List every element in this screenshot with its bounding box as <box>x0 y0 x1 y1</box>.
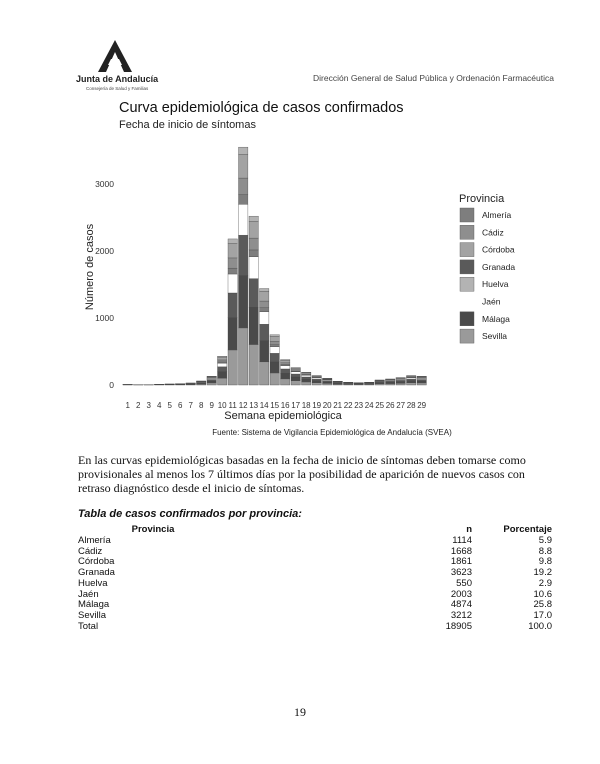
page-number: 19 <box>294 705 306 719</box>
bar-segment <box>417 383 426 385</box>
bar-segment <box>291 368 300 369</box>
header-n: n <box>466 524 472 535</box>
table-row <box>78 600 552 611</box>
x-axis-label: Semana epidemiológica <box>224 410 342 422</box>
bar-segment <box>281 360 290 363</box>
legend-swatch <box>460 208 474 222</box>
bar-segment <box>260 291 269 301</box>
table-row <box>78 611 552 622</box>
cell-n: 1114 <box>452 535 472 546</box>
chart-title: Curva epidemiológica de casos confirmados <box>119 100 404 116</box>
x-tick-label: 18 <box>301 401 311 410</box>
legend-label: Granada <box>482 261 516 272</box>
cell-pct: 10.6 <box>533 588 552 600</box>
cell-provincia: Sevilla <box>78 609 106 621</box>
epidemic-curve-chart <box>0 92 600 442</box>
cell-n: 18905 <box>445 620 472 632</box>
bar-segment <box>228 243 237 258</box>
cell-provincia: Málaga <box>78 599 110 611</box>
x-tick-label: 26 <box>385 401 395 410</box>
bars <box>123 147 426 385</box>
legend-label: Córdoba <box>482 244 515 255</box>
bar-segment <box>249 257 258 279</box>
x-tick-label: 4 <box>156 401 162 410</box>
legend-swatch <box>460 295 474 309</box>
chart-subtitle: Fecha de inicio de síntomas <box>119 119 256 131</box>
bar-segment <box>207 381 216 383</box>
bar-segment <box>396 383 405 385</box>
cell-n: 1861 <box>450 556 472 568</box>
bar-segment <box>249 221 258 238</box>
y-tick-label: 3000 <box>95 179 114 189</box>
bar-segment <box>312 379 321 381</box>
y-axis <box>95 179 114 390</box>
notes-paragraph: En las curvas epidemiológicas basadas en la fecha de inicio de síntomas deben tomarse como provisionales al menos los 7 últimos días por la posibilidad de aparición de nuevos casos con retraso diagnóstico desde el inicio de síntomas. <box>78 453 526 495</box>
bar-segment <box>249 238 258 250</box>
table-row <box>78 568 552 579</box>
bar-segment <box>249 250 258 257</box>
table-row <box>78 547 552 558</box>
bar-segment <box>218 363 227 367</box>
bar-segment <box>218 378 227 385</box>
legend-label: Jaén <box>482 296 501 307</box>
junta-logo-icon <box>98 40 132 72</box>
bar-segment <box>312 383 321 385</box>
legend-label: Almería <box>482 210 512 220</box>
x-tick-label: 17 <box>291 401 301 410</box>
bar-segment <box>239 195 248 205</box>
org-subtitle: Consejería de Salud y Familias <box>86 86 149 91</box>
x-tick-label: 2 <box>135 401 141 410</box>
bar-segment <box>228 350 237 385</box>
bar-segment <box>302 375 311 377</box>
bar-segment <box>249 279 258 308</box>
bar-segment <box>239 328 248 385</box>
bar-segment <box>396 382 405 384</box>
y-tick-label: 2000 <box>95 246 114 256</box>
bar-segment <box>249 307 258 344</box>
bar-segment <box>291 377 300 381</box>
bar-segment <box>218 367 227 372</box>
bar-segment <box>239 204 248 235</box>
province-table <box>78 524 552 632</box>
org-name: Junta de Andalucía <box>76 74 159 84</box>
x-tick-label: 23 <box>354 401 364 410</box>
bar-segment <box>270 341 279 345</box>
cell-provincia: Cádiz <box>78 545 103 557</box>
cell-pct: 100.0 <box>528 620 552 632</box>
x-tick-label: 8 <box>198 401 204 410</box>
bar-segment <box>312 378 321 379</box>
bar-segment <box>281 363 290 365</box>
cell-provincia: Almería <box>78 535 111 546</box>
bar-segment <box>407 383 416 385</box>
cell-provincia: Huelva <box>78 577 108 589</box>
bar-segment <box>249 344 258 385</box>
bar-segment <box>260 324 269 340</box>
bar-segment <box>239 235 248 275</box>
x-tick-label: 10 <box>217 401 227 410</box>
x-tick-label: 28 <box>406 401 416 410</box>
y-tick-label: 0 <box>109 380 114 390</box>
bar-segment <box>291 374 300 377</box>
bar-segment <box>281 366 290 369</box>
bar-segment <box>417 380 426 381</box>
bar-segment <box>281 379 290 385</box>
cell-pct: 5.9 <box>538 535 552 546</box>
cell-pct: 17.0 <box>533 609 552 621</box>
cell-n: 1668 <box>450 545 472 557</box>
x-tick-label: 22 <box>343 401 353 410</box>
bar-segment <box>270 347 279 354</box>
y-axis-label: Número de casos <box>84 223 96 311</box>
bar-segment <box>228 258 237 268</box>
x-tick-label: 7 <box>188 401 193 410</box>
bar-segment <box>207 383 216 385</box>
x-tick-label: 29 <box>417 401 427 410</box>
cell-provincia: Granada <box>78 567 115 579</box>
table-row <box>78 579 552 590</box>
cell-pct: 8.8 <box>538 545 552 557</box>
bar-segment <box>218 372 227 378</box>
x-tick-label: 11 <box>228 401 237 410</box>
legend-swatch <box>460 243 474 257</box>
bar-segment <box>375 384 384 385</box>
legend-swatch <box>460 329 474 343</box>
table-row <box>78 536 552 547</box>
legend-label: Huelva <box>482 279 509 290</box>
x-tick-label: 20 <box>322 401 332 410</box>
bar-segment <box>291 370 300 371</box>
bar-segment <box>228 318 237 350</box>
bar-segment <box>249 216 258 221</box>
legend-swatch <box>460 277 474 291</box>
bar-segment <box>281 360 290 361</box>
bar-segment <box>270 345 279 347</box>
bar-segment <box>281 369 290 373</box>
bar-segment <box>291 372 300 374</box>
x-tick-label: 24 <box>364 401 374 410</box>
header <box>0 0 600 100</box>
x-tick-label: 27 <box>396 401 406 410</box>
x-tick-label: 16 <box>280 401 290 410</box>
bar-segment <box>302 373 311 374</box>
legend <box>460 208 515 343</box>
x-tick-label: 14 <box>259 401 269 410</box>
legend-title: Provincia <box>459 193 505 205</box>
x-tick-label: 5 <box>167 401 172 410</box>
bar-segment <box>260 362 269 385</box>
bar-segment <box>291 381 300 385</box>
cell-pct: 2.9 <box>538 577 552 589</box>
bar-segment <box>218 357 227 360</box>
bar-segment <box>386 382 395 383</box>
direccion-general: Dirección General de Salud Pública y Ordenación Farmacéutica <box>313 73 554 83</box>
bar-segment <box>239 178 248 195</box>
bar-segment <box>239 154 248 178</box>
bar-segment <box>207 380 216 381</box>
bar-segment <box>260 312 269 325</box>
bar-segment <box>239 276 248 328</box>
bar-segment <box>281 373 290 379</box>
bar-segment <box>291 368 300 370</box>
bar-segment <box>270 336 279 341</box>
bar-segment <box>407 378 416 379</box>
chart-source: Fuente: Sistema de Vigilancia Epidemiológica de Andalucía (SVEA) <box>212 428 452 437</box>
bar-segment <box>260 308 269 312</box>
bar-segment <box>323 383 332 385</box>
bar-segment <box>396 380 405 381</box>
bar-segment <box>260 301 269 308</box>
legend-swatch <box>460 225 474 239</box>
x-tick-label: 12 <box>238 401 248 410</box>
cell-n: 3623 <box>450 567 472 579</box>
x-axis <box>125 401 426 410</box>
bar-segment <box>302 379 311 382</box>
bar-segment <box>270 335 279 337</box>
x-tick-label: 25 <box>375 401 385 410</box>
bar-segment <box>228 239 237 243</box>
legend-label: Cádiz <box>482 227 504 238</box>
legend-label: Sevilla <box>482 331 508 342</box>
cell-pct: 9.8 <box>538 556 552 568</box>
cell-n: 2003 <box>450 588 472 600</box>
cell-n: 550 <box>456 577 472 589</box>
x-tick-label: 1 <box>125 401 130 410</box>
y-tick-label: 1000 <box>95 313 114 323</box>
legend-swatch <box>460 312 474 326</box>
cell-n: 4874 <box>450 599 472 611</box>
bar-segment <box>228 293 237 318</box>
bar-segment <box>218 360 227 362</box>
x-tick-label: 21 <box>333 401 343 410</box>
cell-provincia: Total <box>78 620 99 632</box>
bar-segment <box>260 341 269 362</box>
table-header-row <box>78 524 552 536</box>
cell-provincia: Córdoba <box>78 556 115 568</box>
cell-n: 3212 <box>450 609 472 621</box>
bar-segment <box>312 381 321 383</box>
bar-segment <box>260 289 269 292</box>
bar-segment <box>218 356 227 357</box>
x-tick-label: 15 <box>270 401 280 410</box>
bar-segment <box>323 382 332 383</box>
legend-swatch <box>460 260 474 274</box>
bar-segment <box>302 377 311 379</box>
x-tick-label: 3 <box>146 401 151 410</box>
table-row <box>78 557 552 568</box>
bar-segment <box>417 381 426 383</box>
table-title: Tabla de casos confirmados por provincia: <box>78 508 302 520</box>
bar-segment <box>239 147 248 154</box>
cell-pct: 19.2 <box>533 567 552 579</box>
x-tick-label: 6 <box>177 401 183 410</box>
table-row-total <box>78 622 552 633</box>
cell-pct: 25.8 <box>533 599 552 611</box>
x-tick-label: 9 <box>209 401 214 410</box>
bar-segment <box>302 382 311 385</box>
bar-segment <box>270 353 279 362</box>
table-row <box>78 590 552 601</box>
bar-segment <box>270 362 279 373</box>
bar-segment <box>407 379 416 381</box>
cell-provincia: Jaén <box>78 588 99 600</box>
bar-segment <box>228 268 237 274</box>
header-porcentaje: Porcentaje <box>503 524 552 535</box>
bar-segment <box>386 384 395 385</box>
legend-label: Málaga <box>482 313 510 324</box>
header-provincia: Provincia <box>131 524 175 535</box>
bar-segment <box>407 381 416 383</box>
x-tick-label: 13 <box>249 401 259 410</box>
bar-segment <box>270 373 279 385</box>
bar-segment <box>228 274 237 293</box>
x-tick-label: 19 <box>312 401 322 410</box>
